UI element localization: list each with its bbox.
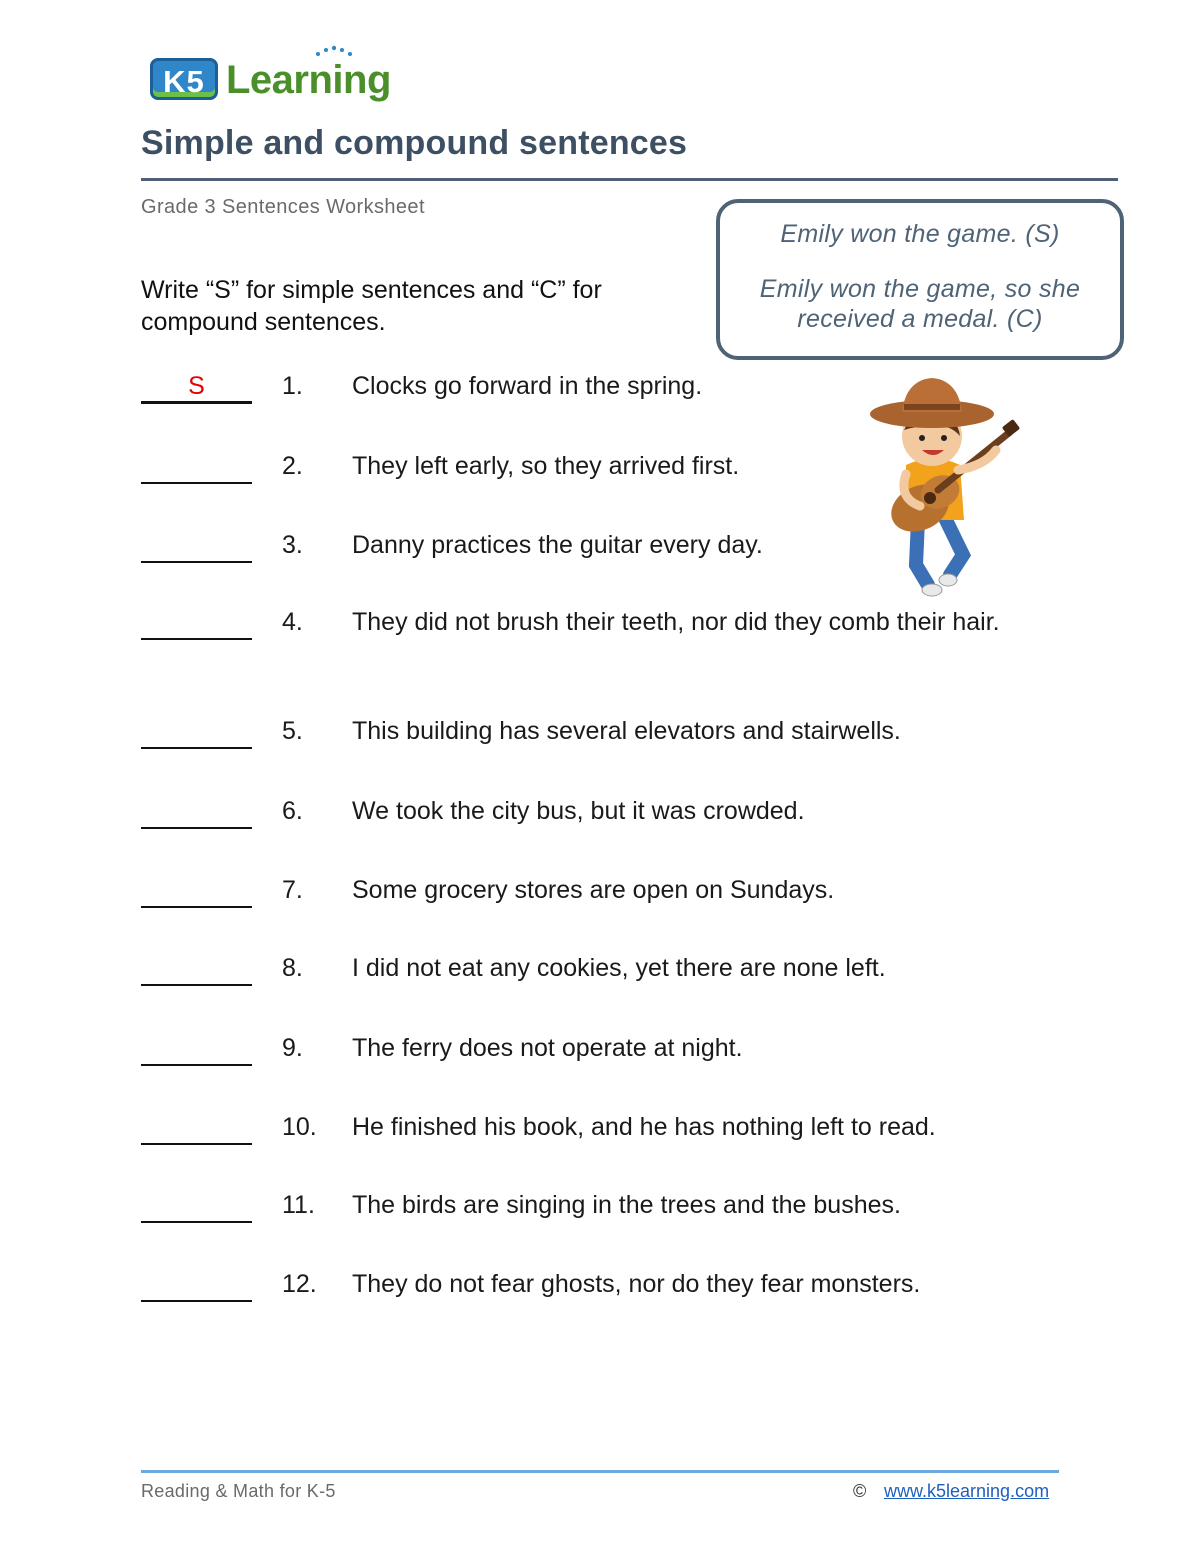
worksheet-title: Simple and compound sentences — [141, 124, 688, 162]
worksheet-subtitle: Grade 3 Sentences Worksheet — [141, 196, 425, 218]
copyright-icon: © — [853, 1481, 867, 1501]
item-sentence: He finished his book, and he has nothing left to read. — [352, 1113, 936, 1141]
footer-divider — [141, 1470, 1059, 1473]
answer-blank[interactable] — [141, 527, 252, 563]
item-number: 3. — [282, 531, 303, 559]
item-sentence: They did not brush their teeth, nor did they comb their hair. — [352, 608, 1000, 636]
answer-blank[interactable] — [141, 448, 252, 484]
item-sentence: This building has several elevators and stairwells. — [352, 717, 901, 745]
item-sentence: The ferry does not operate at night. — [352, 1034, 743, 1062]
example-compound: Emily won the game, so she received a medal. (C) — [759, 275, 1081, 333]
list-item — [141, 1187, 1041, 1247]
item-sentence: The birds are singing in the trees and the bushes. — [352, 1191, 901, 1219]
answer-blank[interactable] — [141, 604, 252, 640]
answer-blank[interactable] — [141, 713, 252, 749]
item-sentence: Clocks go forward in the spring. — [352, 372, 703, 400]
list-item — [141, 950, 1041, 1010]
title-divider — [141, 178, 1118, 181]
list-item — [141, 1030, 1041, 1090]
list-item — [141, 872, 1041, 932]
answer-blank[interactable]: S — [141, 368, 252, 404]
list-item — [141, 713, 1041, 773]
list-item — [141, 368, 1041, 428]
logo-wordmark: Learning — [226, 58, 391, 102]
k5-learning-logo — [146, 44, 398, 108]
logo-stars-icon — [314, 44, 354, 58]
answer-blank[interactable] — [141, 1109, 252, 1145]
example-box — [716, 199, 1124, 360]
item-sentence: I did not eat any cookies, yet there are none left. — [352, 954, 886, 982]
item-sentence: Some grocery stores are open on Sundays. — [352, 876, 835, 904]
item-number: 11. — [282, 1191, 315, 1219]
item-number: 8. — [282, 954, 303, 982]
item-number: 7. — [282, 876, 303, 904]
instructions: Write “S” for simple sentences and “C” for compound sentences. — [141, 276, 602, 336]
footer-tagline: Reading & Math for K-5 — [141, 1481, 336, 1501]
list-item — [141, 1109, 1041, 1169]
list-item — [141, 604, 1041, 684]
website-link[interactable]: www.k5learning.com — [884, 1481, 1050, 1501]
item-number: 6. — [282, 797, 303, 825]
answer-blank[interactable] — [141, 1266, 252, 1302]
item-number: 12. — [282, 1270, 317, 1298]
list-item — [141, 527, 1041, 587]
answer-blank[interactable] — [141, 872, 252, 908]
item-number: 2. — [282, 452, 303, 480]
answer-blank[interactable] — [141, 793, 252, 829]
answer-blank[interactable] — [141, 1030, 252, 1066]
answer-blank[interactable] — [141, 950, 252, 986]
item-sentence: They left early, so they arrived first. — [352, 452, 740, 480]
list-item — [141, 793, 1041, 853]
list-item — [141, 1266, 1041, 1326]
logo-badge: K5 — [150, 58, 218, 100]
item-sentence: They do not fear ghosts, nor do they fear monsters. — [352, 1270, 921, 1298]
item-sentence: Danny practices the guitar every day. — [352, 531, 763, 559]
item-number: 4. — [282, 608, 303, 636]
item-number: 5. — [282, 717, 303, 745]
item-number: 9. — [282, 1034, 303, 1062]
item-number: 10. — [282, 1113, 317, 1141]
example-simple: Emily won the game. (S) — [780, 220, 1060, 248]
item-number: 1. — [282, 372, 303, 400]
list-item — [141, 448, 1041, 508]
answer-blank[interactable] — [141, 1187, 252, 1223]
item-sentence: We took the city bus, but it was crowded. — [352, 797, 805, 825]
